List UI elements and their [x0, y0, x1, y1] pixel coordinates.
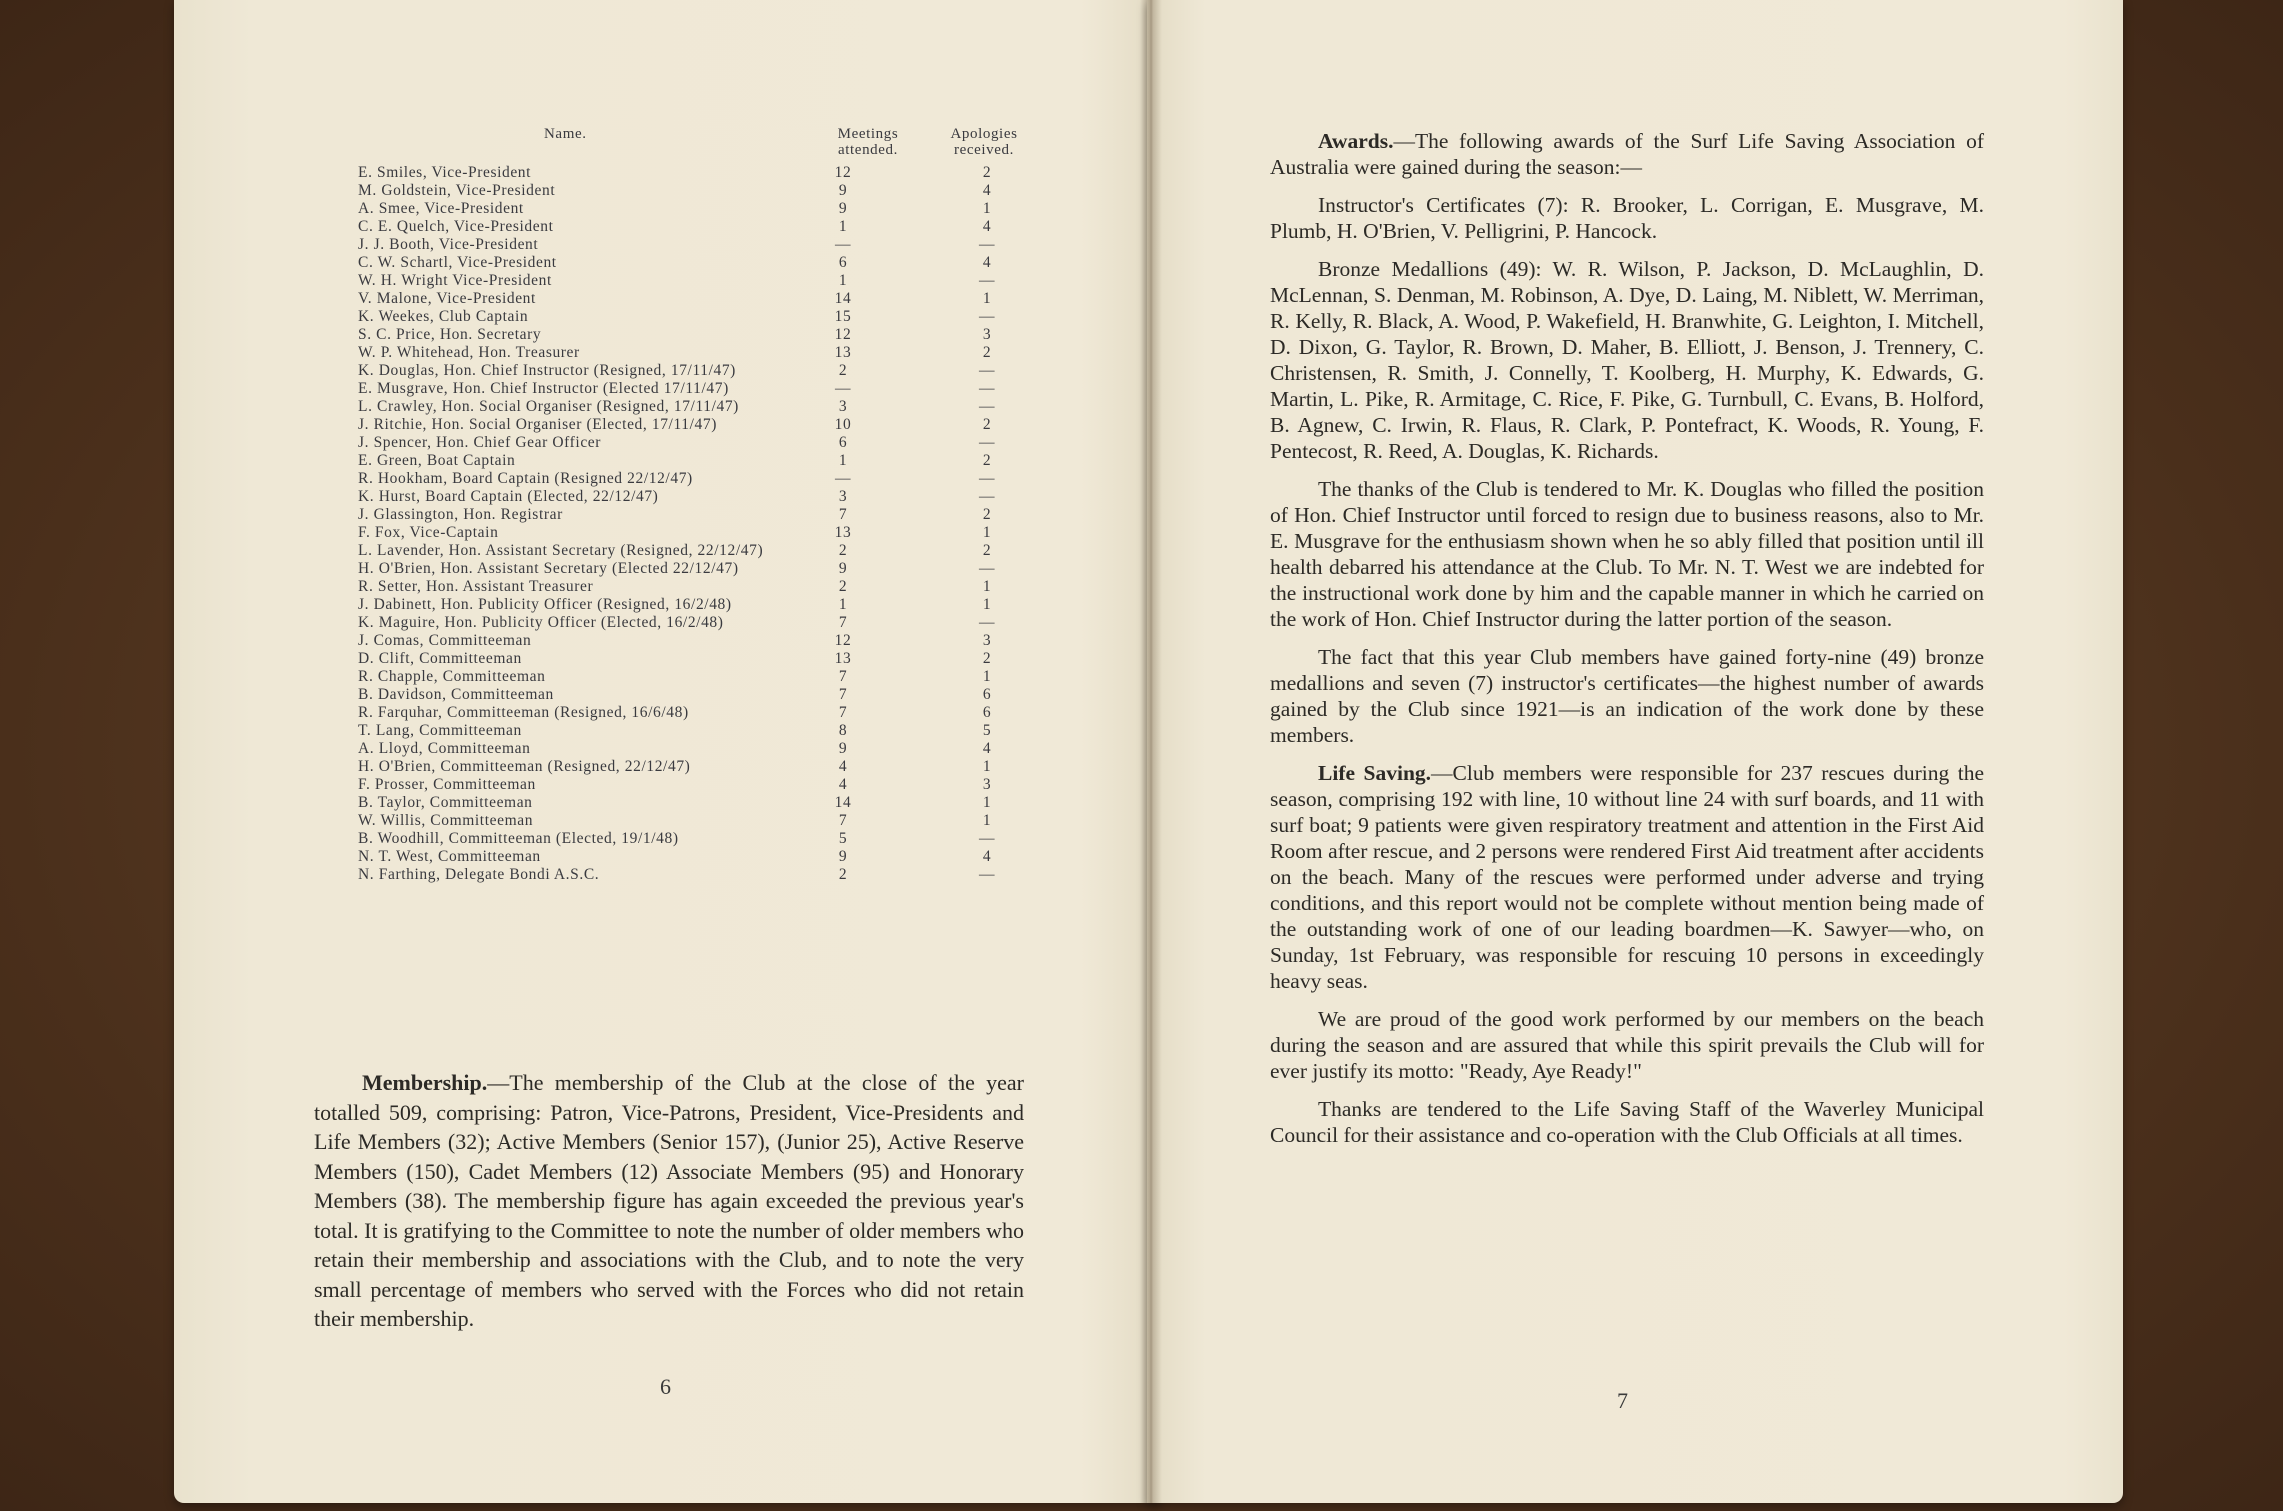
- table-row: [358, 632, 1038, 650]
- table-row: [358, 524, 1038, 542]
- table-row: [358, 686, 1038, 704]
- table-row: [358, 614, 1038, 632]
- row-apologies: —: [978, 434, 996, 451]
- row-name: J. Glassington, Hon. Registrar: [358, 506, 563, 523]
- proud-paragraph: We are proud of the good work performed by our members on the beach during the season and are assured that while this spirit prevails the Club will for ever justify its motto: "Ready, Aye Ready!": [1270, 1007, 1984, 1083]
- row-name: R. Hookham, Board Captain (Resigned 22/12/47): [358, 470, 693, 487]
- table-row: [358, 506, 1038, 524]
- row-apologies: —: [978, 488, 996, 505]
- row-meetings: 7: [838, 668, 848, 685]
- row-meetings: 3: [838, 398, 848, 415]
- row-apologies: —: [978, 272, 996, 289]
- row-name: E. Green, Boat Captain: [358, 452, 516, 469]
- row-apologies: 2: [982, 164, 992, 181]
- row-meetings: 5: [838, 830, 848, 847]
- table-row: [358, 398, 1038, 416]
- table-row: [358, 596, 1038, 614]
- awards-heading: Awards.: [1318, 129, 1394, 153]
- row-meetings: 2: [838, 866, 848, 883]
- row-name: N. Farthing, Delegate Bondi A.S.C.: [358, 866, 600, 883]
- table-row: [358, 200, 1038, 218]
- row-apologies: 1: [982, 200, 992, 217]
- row-meetings: 14: [834, 290, 852, 307]
- lifesaving-body: —Club members were responsible for 237 rescues during the season, comprising 192 with line, 10 without line 24 with surf boards, and 11 with surf boat; 9 patients were given respiratory treatment and attention in the First Aid Room after rescue, and 2 persons were rendered First Aid treatment after accidents on the beach. Many of the rescues were performed under adverse and trying conditions, and this report would not be complete without mention being made of the outstanding work of one of our leading boardmen—K. Sawyer—who, on Sunday, 1st February, was responsible for rescuing 10 persons in exceedingly heavy seas.: [1270, 761, 1984, 993]
- table-row: [358, 560, 1038, 578]
- row-meetings: 12: [834, 164, 852, 181]
- row-meetings: 1: [838, 452, 848, 469]
- row-apologies: —: [978, 236, 996, 253]
- row-meetings: 13: [834, 344, 852, 361]
- table-row: [358, 848, 1038, 866]
- row-meetings: 9: [838, 560, 848, 577]
- row-meetings: 4: [838, 758, 848, 775]
- page-number-right: 7: [1617, 1388, 1628, 1413]
- council-thanks-paragraph: Thanks are tendered to the Life Saving Staff of the Waverley Municipal Council for their assistance and co-operation with the Club Officials at all times.: [1270, 1097, 1984, 1147]
- row-name: W. P. Whitehead, Hon. Treasurer: [358, 344, 580, 361]
- table-row: [358, 290, 1038, 308]
- row-meetings: 9: [838, 740, 848, 757]
- table-header: [358, 124, 1038, 164]
- table-row: [358, 470, 1038, 488]
- row-meetings: 9: [838, 200, 848, 217]
- row-meetings: 13: [834, 524, 852, 541]
- row-name: H. O'Brien, Hon. Assistant Secretary (Elected 22/12/47): [358, 560, 739, 577]
- row-apologies: 1: [982, 596, 992, 613]
- row-meetings: 7: [838, 614, 848, 631]
- row-apologies: 1: [982, 668, 992, 685]
- row-name: E. Smiles, Vice-President: [358, 164, 532, 181]
- row-meetings: 4: [838, 776, 848, 793]
- table-row: [358, 434, 1038, 452]
- row-apologies: 2: [982, 416, 992, 433]
- fact-paragraph: The fact that this year Club members have gained forty-nine (49) bronze medallions and seven (7) instructor's certificates—the highest number of awards gained by the Club since 1921—is an indication of the work done by these members.: [1270, 645, 1984, 747]
- row-name: R. Chapple, Committeeman: [358, 668, 546, 685]
- row-meetings: —: [834, 470, 852, 487]
- table-row: [358, 218, 1038, 236]
- row-apologies: —: [978, 308, 996, 325]
- row-name: B. Taylor, Committeeman: [358, 794, 533, 811]
- row-apologies: 4: [982, 740, 992, 757]
- row-name: W. Willis, Committeeman: [358, 812, 534, 829]
- row-name: D. Clift, Committeeman: [358, 650, 522, 667]
- row-meetings: 2: [838, 362, 848, 379]
- table-row: [358, 272, 1038, 290]
- page-number-left: 6: [660, 1374, 671, 1399]
- row-apologies: —: [978, 614, 996, 631]
- row-apologies: 1: [982, 794, 992, 811]
- row-apologies: —: [978, 362, 996, 379]
- header-apologies: Apologies received.: [950, 126, 1018, 158]
- row-apologies: 4: [982, 218, 992, 235]
- table-row: [358, 578, 1038, 596]
- row-apologies: 4: [982, 254, 992, 271]
- row-meetings: 13: [834, 650, 852, 667]
- row-apologies: 2: [982, 542, 992, 559]
- row-meetings: 7: [838, 812, 848, 829]
- row-name: K. Hurst, Board Captain (Elected, 22/12/47): [358, 488, 659, 505]
- table-row: [358, 416, 1038, 434]
- table-body: [358, 164, 1038, 884]
- row-apologies: 1: [982, 758, 992, 775]
- table-row: [358, 830, 1038, 848]
- table-row: [358, 362, 1038, 380]
- row-apologies: 5: [982, 722, 992, 739]
- row-apologies: 6: [982, 686, 992, 703]
- table-row: [358, 722, 1038, 740]
- row-apologies: 4: [982, 848, 992, 865]
- row-name: B. Woodhill, Committeeman (Elected, 19/1/48): [358, 830, 679, 847]
- row-meetings: 9: [838, 182, 848, 199]
- row-apologies: —: [978, 470, 996, 487]
- table-row: [358, 650, 1038, 668]
- row-meetings: 7: [838, 686, 848, 703]
- table-row: [358, 776, 1038, 794]
- row-name: C. E. Quelch, Vice-President: [358, 218, 554, 235]
- row-apologies: —: [978, 398, 996, 415]
- row-name: H. O'Brien, Committeeman (Resigned, 22/12/47): [358, 758, 691, 775]
- row-meetings: 6: [838, 254, 848, 271]
- table-row: [358, 344, 1038, 362]
- row-apologies: —: [978, 380, 996, 397]
- row-apologies: 2: [982, 452, 992, 469]
- table-row: [358, 758, 1038, 776]
- row-name: W. H. Wright Vice-President: [358, 272, 552, 289]
- thanks-paragraph: The thanks of the Club is tendered to Mr. K. Douglas who filled the position of Hon. Chief Instructor until forced to resign due to business reasons, also to Mr. E. Musgrave for the enthusiasm shown when he so ably filled that position until ill health debarred his attendance at the Club. To Mr. N. T. West we are indebted for the instructional work done by him and the capable manner in which he carried on the work of Hon. Chief Instructor during the latter portion of the season.: [1270, 477, 1984, 631]
- row-name: T. Lang, Committeeman: [358, 722, 522, 739]
- lifesaving-heading: Life Saving.: [1318, 761, 1432, 785]
- table-row: [358, 236, 1038, 254]
- right-page-text: [1270, 128, 1984, 1160]
- row-name: V. Malone, Vice-President: [358, 290, 536, 307]
- row-meetings: 14: [834, 794, 852, 811]
- row-meetings: 10: [834, 416, 852, 433]
- row-apologies: 2: [982, 506, 992, 523]
- attendance-table: [358, 124, 1038, 884]
- table-row: [358, 452, 1038, 470]
- row-name: R. Farquhar, Committeeman (Resigned, 16/6/48): [358, 704, 689, 721]
- row-meetings: 7: [838, 506, 848, 523]
- row-meetings: 12: [834, 632, 852, 649]
- header-meetings: Meetings attended.: [837, 126, 899, 158]
- row-meetings: —: [834, 236, 852, 253]
- row-name: E. Musgrave, Hon. Chief Instructor (Elected 17/11/47): [358, 380, 729, 397]
- row-meetings: 1: [838, 218, 848, 235]
- row-meetings: 15: [834, 308, 852, 325]
- row-apologies: 2: [982, 344, 992, 361]
- row-apologies: 3: [982, 776, 992, 793]
- row-name: M. Goldstein, Vice-President: [358, 182, 556, 199]
- row-meetings: 8: [838, 722, 848, 739]
- table-row: [358, 740, 1038, 758]
- row-apologies: 4: [982, 182, 992, 199]
- row-apologies: 1: [982, 812, 992, 829]
- membership-body: —The membership of the Club at the close of the year totalled 509, comprising: Patron, Vice-Patrons, President, Vice-Presidents and Life Members (32); Active Members (Senior 157), (Junior 25), Active Reserve Members (150), Cadet Members (12) Associate Members (95) and Honorary Members (38). The membership figure has again exceeded the previous year's total. It is gratifying to the Committee to note the number of older members who retain their membership and associations with the Club, and to note the very small percentage of members who served with the Forces who did not retain their membership.: [314, 1070, 1024, 1331]
- row-meetings: 1: [838, 272, 848, 289]
- row-name: F. Prosser, Committeeman: [358, 776, 536, 793]
- row-apologies: 3: [982, 326, 992, 343]
- row-meetings: 1: [838, 596, 848, 613]
- row-apologies: —: [978, 866, 996, 883]
- row-name: J. Ritchie, Hon. Social Organiser (Elected, 17/11/47): [358, 416, 717, 433]
- table-row: [358, 704, 1038, 722]
- book-gutter: [1140, 0, 1162, 1503]
- row-meetings: 3: [838, 488, 848, 505]
- table-row: [358, 254, 1038, 272]
- row-name: J. Spencer, Hon. Chief Gear Officer: [358, 434, 602, 451]
- row-name: L. Lavender, Hon. Assistant Secretary (Resigned, 22/12/47): [358, 542, 764, 559]
- row-meetings: 2: [838, 542, 848, 559]
- membership-section: [314, 1068, 1024, 1334]
- row-name: J. J. Booth, Vice-President: [358, 236, 539, 253]
- row-apologies: 1: [982, 578, 992, 595]
- membership-heading: Membership.: [362, 1070, 488, 1095]
- row-apologies: —: [978, 560, 996, 577]
- row-name: B. Davidson, Committeeman: [358, 686, 554, 703]
- row-name: A. Smee, Vice-President: [358, 200, 524, 217]
- row-name: K. Maguire, Hon. Publicity Officer (Elected, 16/2/48): [358, 614, 724, 631]
- bronze-medallions: Bronze Medallions (49): W. R. Wilson, P. Jackson, D. McLaughlin, D. McLennan, S. Denman, M. Robinson, A. Dye, D. Laing, M. Niblett, W. Merriman, R. Kelly, R. Black, A. Wood, P. Wakefield, H. Branwhite, G. Leighton, I. Mitchell, D. Dixon, G. Taylor, R. Brown, D. Maher, B. Elliott, J. Benson, J. Trennery, C. Christensen, R. Smith, J. Connelly, T. Koolberg, H. Murphy, K. Edwards, G. Martin, L. Pike, R. Armitage, C. Rice, F. Pike, G. Turnbull, C. Evans, B. Holford, B. Agnew, C. Irwin, R. Flaus, R. Clark, P. Pontefract, K. Woods, R. Young, F. Pentecost, R. Reed, A. Douglas, K. Richards.: [1270, 257, 1984, 463]
- table-row: [358, 182, 1038, 200]
- row-name: R. Setter, Hon. Assistant Treasurer: [358, 578, 594, 595]
- row-name: K. Douglas, Hon. Chief Instructor (Resigned, 17/11/47): [358, 362, 736, 379]
- row-apologies: 6: [982, 704, 992, 721]
- row-meetings: 12: [834, 326, 852, 343]
- row-name: J. Dabinett, Hon. Publicity Officer (Resigned, 16/2/48): [358, 596, 732, 613]
- table-row: [358, 668, 1038, 686]
- row-name: F. Fox, Vice-Captain: [358, 524, 499, 541]
- row-meetings: 7: [838, 704, 848, 721]
- row-apologies: 3: [982, 632, 992, 649]
- table-row: [358, 164, 1038, 182]
- row-apologies: 1: [982, 290, 992, 307]
- table-row: [358, 866, 1038, 884]
- row-meetings: —: [834, 380, 852, 397]
- row-name: L. Crawley, Hon. Social Organiser (Resigned, 17/11/47): [358, 398, 739, 415]
- row-apologies: 1: [982, 524, 992, 541]
- row-meetings: 2: [838, 578, 848, 595]
- table-row: [358, 308, 1038, 326]
- table-row: [358, 812, 1038, 830]
- table-row: [358, 380, 1038, 398]
- table-row: [358, 488, 1038, 506]
- row-name: J. Comas, Committeeman: [358, 632, 532, 649]
- row-name: S. C. Price, Hon. Secretary: [358, 326, 542, 343]
- row-apologies: 2: [982, 650, 992, 667]
- row-name: C. W. Schartl, Vice-President: [358, 254, 557, 271]
- row-apologies: —: [978, 830, 996, 847]
- row-name: A. Lloyd, Committeeman: [358, 740, 531, 757]
- table-row: [358, 794, 1038, 812]
- row-meetings: 9: [838, 848, 848, 865]
- row-meetings: 6: [838, 434, 848, 451]
- row-name: K. Weekes, Club Captain: [358, 308, 529, 325]
- row-name: N. T. West, Committeeman: [358, 848, 541, 865]
- table-row: [358, 542, 1038, 560]
- instructors-certificates: Instructor's Certificates (7): R. Brooker, L. Corrigan, E. Musgrave, M. Plumb, H. O'Brien, V. Pelligrini, P. Hancock.: [1270, 193, 1984, 243]
- table-row: [358, 326, 1038, 344]
- awards-body: —The following awards of the Surf Life Saving Association of Australia were gained during the season:—: [1270, 129, 1984, 179]
- header-name: Name.: [544, 126, 587, 142]
